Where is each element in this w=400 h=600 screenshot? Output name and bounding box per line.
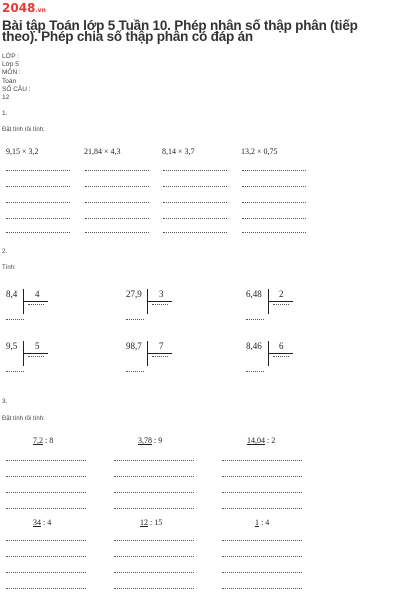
logo-text: 2048 [2,1,36,15]
division-exercise [126,341,196,381]
division-exercise [6,341,76,381]
answer-line [222,556,302,557]
answer-line [114,572,194,573]
question-1-instruction: Đặt tính rồi tính: [2,127,45,133]
division-underline [148,301,172,302]
answer-line [163,218,227,219]
site-logo[interactable] [2,1,46,15]
divisor: 7 [159,341,164,351]
answer-line [163,202,227,203]
answer-line [222,460,302,461]
division-underline [24,353,48,354]
quotient-blank [152,304,168,305]
answer-line [114,588,194,589]
answer-line [114,476,194,477]
answer-line [242,218,306,219]
answer-line [222,508,302,509]
page-title: Bài tập Toán lớp 5 Tuần 10. Phép nhân số thập phân (tiếp theo). Phép chia số thập phân có đáp án [2,18,358,44]
q3-operand-b: 2 [271,436,276,445]
answer-line [222,572,302,573]
answer-line [6,540,86,541]
answer-line [6,186,70,187]
divisor: 6 [279,341,284,351]
answer-line [6,460,86,461]
remainder-blank [126,371,144,372]
socau-value: 12 [2,94,10,102]
quotient-blank [273,304,289,305]
answer-line [114,508,194,509]
dividend: 6,48 [246,289,262,299]
lop-label: LỚP : [2,53,20,60]
divisor: 4 [35,289,40,299]
q1-expression: 8,14 × 3,7 [162,147,195,156]
question-2-number: 2. [2,248,8,255]
remainder-blank [246,371,264,372]
q3-operand-a: 3,78 [138,436,152,445]
remainder-blank [126,319,144,320]
q3-operator: : [152,436,159,445]
q1-expression: 13,2 × 0,75 [241,147,278,156]
q3-expression [33,518,51,527]
answer-line [114,492,194,493]
quotient-blank [273,356,289,357]
remainder-blank [6,371,24,372]
dividend: 98,7 [126,341,142,351]
divisor: 5 [35,341,40,351]
answer-line [163,186,227,187]
answer-line [85,232,149,233]
answer-line [85,218,149,219]
question-2-instruction: Tính: [2,265,16,271]
division-exercise [126,289,196,329]
answer-line [6,508,86,509]
quotient-blank [28,304,44,305]
answer-line [6,202,70,203]
answer-line [85,186,149,187]
answer-line [242,170,306,171]
q3-operand-a: 34 [33,518,41,527]
question-3-instruction: Đặt tính rồi tính: [2,416,45,422]
dividend: 8,4 [6,289,18,299]
division-exercise [246,341,316,381]
answer-line [6,218,70,219]
lop-value: Lớp 5 [2,61,19,69]
answer-line [85,170,149,171]
division-exercise [6,289,76,329]
answer-line [114,460,194,461]
dividend: 9,5 [6,341,18,351]
q3-operator: : [148,518,155,527]
answer-line [6,232,70,233]
answer-line [222,540,302,541]
answer-line [163,232,227,233]
q3-expression [138,436,162,445]
remainder-blank [246,319,264,320]
socau-label: SỐ CÂU : [2,85,31,93]
question-3-number: 3. [2,398,8,405]
dividend: 27,9 [126,289,142,299]
q3-operand-b: 4 [265,518,270,527]
division-underline [148,353,172,354]
quotient-blank [28,356,44,357]
divisor: 3 [159,289,164,299]
q3-expression [33,436,53,445]
mon-value: Toán [2,77,17,85]
answer-line [242,186,306,187]
answer-line [114,556,194,557]
division-underline [24,301,48,302]
q3-expression [140,518,162,527]
answer-line [222,492,302,493]
q3-operator: : [259,518,266,527]
division-underline [269,301,293,302]
division-exercise [246,289,316,329]
q3-operand-a: 1 [255,518,259,527]
q3-operand-a: 12 [140,518,148,527]
question-1-number: 1. [2,110,8,117]
q1-expression: 21,84 × 4,3 [84,147,121,156]
division-underline [269,353,293,354]
answer-line [6,572,86,573]
answer-line [6,170,70,171]
q3-operator: : [41,518,48,527]
answer-line [6,556,86,557]
q3-expression [255,518,269,527]
q3-operator: : [43,436,50,445]
worksheet-meta [2,53,31,102]
answer-line [242,202,306,203]
answer-line [85,202,149,203]
answer-line [114,540,194,541]
quotient-blank [152,356,168,357]
answer-line [222,588,302,589]
divisor: 2 [279,289,284,299]
answer-line [6,492,86,493]
q1-expression: 9,15 × 3,2 [6,147,39,156]
q3-operand-b: 15 [154,518,163,527]
answer-line [6,588,86,589]
q3-operand-b: 4 [47,518,52,527]
q3-expression [247,436,275,445]
dividend: 8,46 [246,341,262,351]
q3-operand-a: 14,04 [247,436,265,445]
q3-operator: : [265,436,272,445]
answer-line [242,232,306,233]
answer-line [222,476,302,477]
answer-line [163,170,227,171]
q3-operand-b: 8 [49,436,54,445]
mon-label: MÔN : [2,69,21,77]
logo-tld: .vn [35,7,46,14]
answer-line [6,476,86,477]
q3-operand-b: 9 [158,436,163,445]
q3-operand-a: 7,2 [33,436,43,445]
remainder-blank [6,319,24,320]
